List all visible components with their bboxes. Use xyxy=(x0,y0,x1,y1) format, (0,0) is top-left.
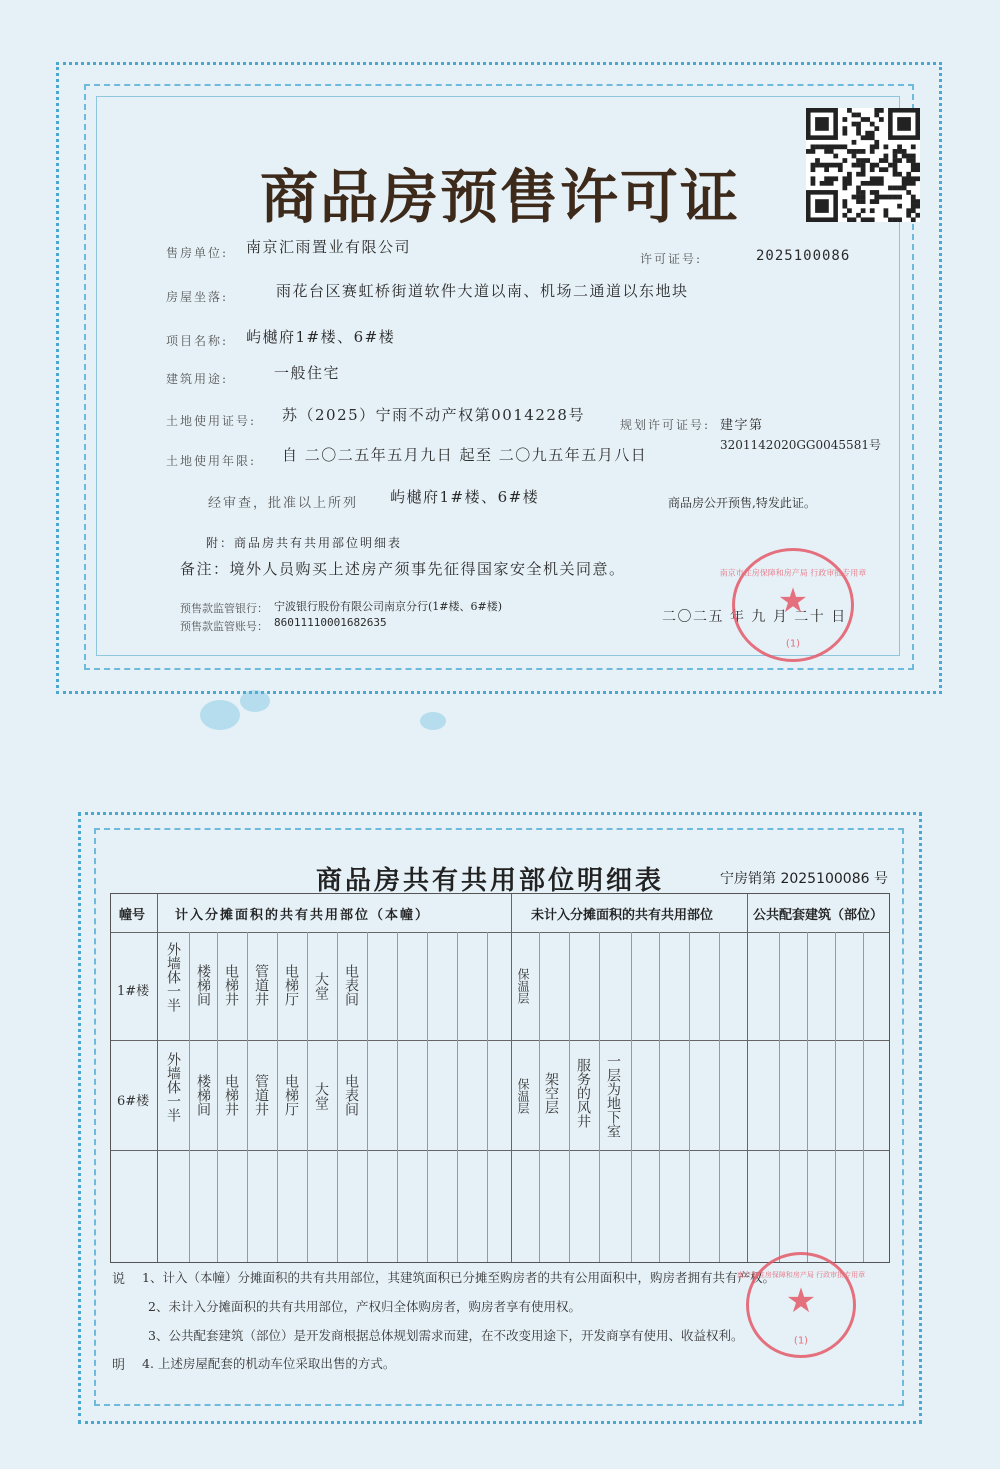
account-value: 86011110001682635 xyxy=(274,616,387,629)
row-1-included-7: 电表间 xyxy=(343,964,359,1006)
table-subcol-line xyxy=(569,932,570,1262)
table-col-line xyxy=(157,894,158,1262)
table-header-line xyxy=(111,932,889,933)
row-2-included-2: 楼梯间 xyxy=(195,1074,211,1116)
table-row-line xyxy=(111,1150,889,1151)
header-building: 幢号 xyxy=(119,908,146,923)
row-2-included-5: 电梯厅 xyxy=(283,1074,299,1116)
approval-buildings: 屿樾府1#楼、6#楼 xyxy=(390,488,540,506)
remark-note: 备注：境外人员购买上述房产须事先征得国家安全机关同意。 xyxy=(180,560,626,578)
seller-value: 南京汇雨置业有限公司 xyxy=(246,238,412,256)
permit-no-value: 2025100086 xyxy=(756,248,851,264)
row-1-excluded-1: 保温层 xyxy=(516,968,530,1004)
bank-label: 预售款监管银行： xyxy=(180,602,268,615)
table-subcol-line xyxy=(863,932,864,1262)
row-1-included-2: 楼梯间 xyxy=(195,964,211,1006)
row-1-included-1: 外墙体一半 xyxy=(165,942,181,1012)
detail-table-grid xyxy=(110,893,890,1263)
row-1-building: 1#楼 xyxy=(117,984,150,999)
table-row-line xyxy=(111,1040,889,1041)
table-title: 商品房共有共用部位明细表 xyxy=(316,866,665,896)
row-2-excluded-4: 一层为地下室 xyxy=(605,1054,621,1138)
note-2: 2、未计入分摊面积的共有共用部位，产权归全体购房者，购房者享有使用权。 xyxy=(148,1299,581,1314)
table-subcol-line xyxy=(835,932,836,1262)
usage-label: 建筑用途: xyxy=(166,372,229,386)
table-seal-text: 南京市住房保障和房产局 行政审批专用章 xyxy=(736,1271,866,1279)
row-2-excluded-2: 架空层 xyxy=(543,1072,559,1114)
table-col-line xyxy=(747,894,748,1262)
certificate-title: 商品房预售许可证 xyxy=(260,163,741,231)
usage-value: 一般住宅 xyxy=(274,364,341,382)
table-ref-no: 宁房销第 2025100086 号 xyxy=(720,871,888,887)
table-seal-star-icon: ★ xyxy=(785,1281,817,1321)
bank-value: 宁波银行股份有限公司南京分行(1#楼、6#楼) xyxy=(274,600,503,613)
planning-prefix: 建字第 xyxy=(720,418,764,433)
location-label: 房屋坐落: xyxy=(166,290,229,304)
location-value: 雨花台区赛虹桥街道软件大道以南、机场二通道以东地块 xyxy=(276,282,689,300)
table-subcol-line xyxy=(427,932,428,1262)
land-cert-value: 苏（2025）宁雨不动产权第0014228号 xyxy=(282,406,585,424)
row-2-included-4: 管道井 xyxy=(253,1074,269,1116)
table-subcol-line xyxy=(217,932,218,1262)
land-term-label: 土地使用年限: xyxy=(166,454,257,468)
seal-star-icon: ★ xyxy=(777,580,809,621)
notes-side-label-bottom: 明 xyxy=(112,1358,126,1373)
attachment-note: 附：商品房共有共用部位明细表 xyxy=(206,536,403,550)
row-1-included-3: 电梯井 xyxy=(223,964,239,1006)
table-subcol-line xyxy=(719,932,720,1262)
notes-side-label-top: 说 xyxy=(112,1272,126,1287)
project-label: 项目名称: xyxy=(166,334,229,348)
land-term-value: 自 二〇二五年五月九日 起至 二〇九五年五月八日 xyxy=(282,446,648,464)
row-2-included-3: 电梯井 xyxy=(223,1074,239,1116)
ink-blot xyxy=(420,712,446,730)
table-subcol-line xyxy=(247,932,248,1262)
permit-no-label: 许可证号: xyxy=(640,252,703,266)
approval-prefix: 经审查，批准以上所列 xyxy=(208,496,359,511)
table-subcol-line xyxy=(779,932,780,1262)
table-subcol-line xyxy=(659,932,660,1262)
qr-code xyxy=(806,108,920,222)
note-1: 1、计入（本幢）分摊面积的共有共用部位，其建筑面积已分摊至购房者的共有公用面积中，购房者拥有共有产权。 xyxy=(142,1270,775,1285)
table-subcol-line xyxy=(189,932,190,1262)
table-subcol-line xyxy=(397,932,398,1262)
table-subcol-line xyxy=(599,932,600,1262)
seal-bottom-text: (1) xyxy=(785,638,801,650)
table-official-seal-stamp xyxy=(736,1252,866,1358)
table-seal-bottom-text: (1) xyxy=(793,1335,809,1347)
ink-blot xyxy=(200,700,240,730)
table-subcol-line xyxy=(689,932,690,1262)
table-subcol-line xyxy=(631,932,632,1262)
table-subcol-line xyxy=(539,932,540,1262)
planning-no-value: 3201142020GG0045581号 xyxy=(720,438,881,452)
table-subcol-line xyxy=(307,932,308,1262)
official-seal-stamp xyxy=(719,548,867,662)
row-2-included-6: 大堂 xyxy=(313,1082,329,1110)
seal-text: 南京市住房保障和房产局 行政审批专用章 xyxy=(719,568,867,578)
approval-suffix: 商品房公开预售,特发此证。 xyxy=(668,496,816,510)
table-col-line xyxy=(511,894,512,1262)
table-subcol-line xyxy=(277,932,278,1262)
issue-date: 二〇二五 年 九 月 二十 日 xyxy=(662,609,847,625)
note-4: 4. 上述房屋配套的机动车位采取出售的方式。 xyxy=(142,1356,396,1371)
land-cert-label: 土地使用证号: xyxy=(166,414,257,428)
row-1-included-5: 电梯厅 xyxy=(283,964,299,1006)
note-3: 3、公共配套建筑（部位）是开发商根据总体规划需求而建，在不改变用途下，开发商享有使用、收益权利。 xyxy=(148,1328,744,1343)
header-included: 计入分摊面积的共有共用部位（本幢） xyxy=(175,908,431,923)
table-subcol-line xyxy=(457,932,458,1262)
table-subcol-line xyxy=(337,932,338,1262)
table-subcol-line xyxy=(367,932,368,1262)
ink-blot xyxy=(240,690,270,712)
table-subcol-line xyxy=(807,932,808,1262)
planning-label: 规划许可证号: xyxy=(620,418,711,432)
header-excluded: 未计入分摊面积的共有共用部位 xyxy=(531,908,714,923)
row-2-included-1: 外墙体一半 xyxy=(165,1052,181,1122)
project-value: 屿樾府1#楼、6#楼 xyxy=(246,328,396,346)
row-2-excluded-3: 服务的风井 xyxy=(575,1058,591,1128)
table-subcol-line xyxy=(487,932,488,1262)
row-2-building: 6#楼 xyxy=(117,1094,150,1109)
seller-label: 售房单位: xyxy=(166,246,229,260)
header-public: 公共配套建筑（部位） xyxy=(753,908,884,923)
account-label: 预售款监管账号： xyxy=(180,620,268,633)
row-2-included-7: 电表间 xyxy=(343,1074,359,1116)
row-2-excluded-1: 保温层 xyxy=(516,1078,530,1114)
row-1-included-4: 管道井 xyxy=(253,964,269,1006)
row-1-included-6: 大堂 xyxy=(313,972,329,1000)
